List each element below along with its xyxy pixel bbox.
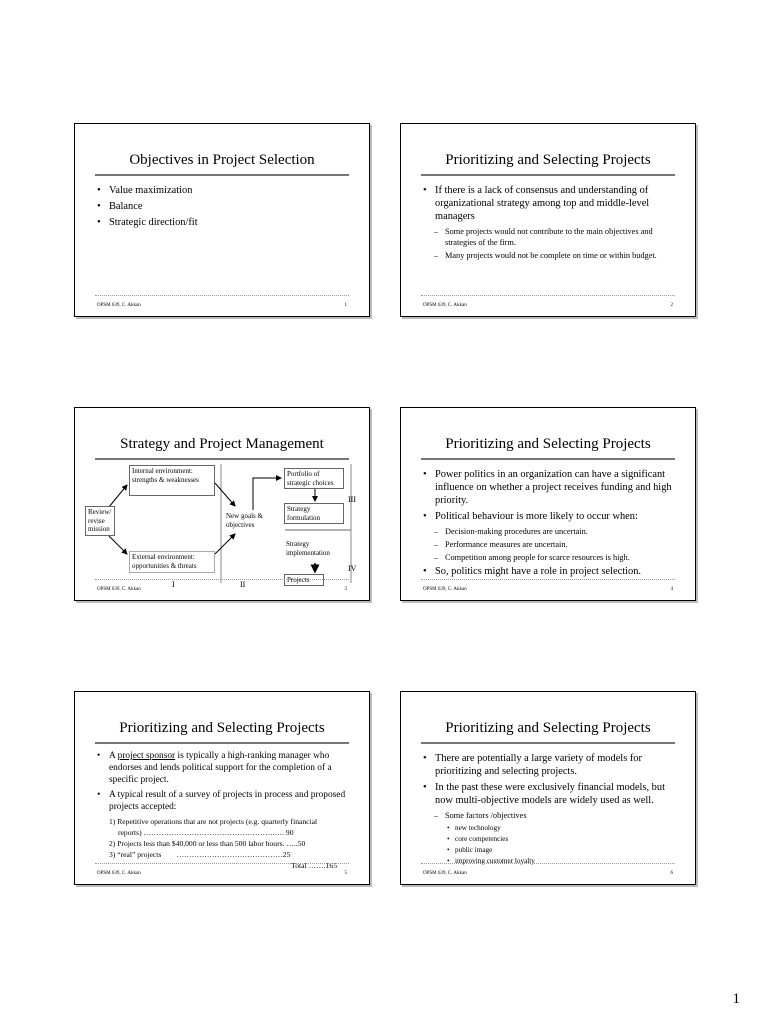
survey-line: 2) Projects less than $40,000 or less than 500 labor hours. …..50 — [109, 839, 306, 848]
survey-line: 3) “real” projects ……………………………………25 — [109, 850, 291, 859]
slide-number: 3 — [344, 587, 347, 592]
title-rule — [421, 742, 675, 744]
slide-number: 4 — [670, 587, 673, 592]
slide-footer: OPSM 639, C. Akkan — [423, 303, 467, 308]
phase-label: IV — [348, 564, 357, 573]
internal-environment-box: Internal environment: strengths & weaknesses — [129, 465, 215, 496]
factor-item: • core competencies — [423, 834, 677, 845]
sub-bullet-item: – Some factors /objectives — [423, 810, 677, 821]
slide-title: Prioritizing and Selecting Projects — [119, 720, 325, 736]
bullet-list — [97, 750, 351, 813]
bullet-list — [423, 752, 677, 867]
factor-item: • new technology — [423, 823, 677, 834]
slide-6 — [400, 691, 696, 885]
footer-rule — [421, 863, 675, 864]
footer-rule — [95, 295, 349, 296]
sub-bullet-item: – Many projects would not be complete on time or within budget. — [423, 250, 677, 261]
title-rule — [421, 174, 675, 176]
bullet-item: • A typical result of a survey of projects in process and proposed projects accepted: — [97, 789, 351, 813]
bullet-list — [423, 184, 677, 261]
slide-number: 6 — [670, 871, 673, 876]
survey-total: Total …….165 — [291, 861, 337, 870]
bullet-list — [423, 468, 677, 578]
footer-rule — [95, 863, 349, 864]
sub-bullet-item: – Competition among people for scarce resources is high. — [423, 552, 677, 563]
sub-bullet-item: – Some projects would not contribute to the main objectives and strategies of the firm. — [423, 226, 677, 248]
slide-number: 2 — [670, 303, 673, 308]
project-sponsor-term: project sponsor — [117, 751, 176, 761]
bullet-item: • Power politics in an organization can have a significant influence on whether a project receives funding and high priority. — [423, 468, 677, 507]
slide-title: Strategy and Project Management — [120, 436, 324, 452]
bullet-item: • In the past these were exclusively financial models, but now multi-objective models are widely used as well. — [423, 781, 677, 807]
phase-label: III — [348, 495, 356, 504]
bullet-item: • Value maximization — [97, 184, 351, 197]
bullet-item — [97, 750, 351, 786]
slide-footer: OPSM 639, C. Akkan — [97, 871, 141, 876]
external-environment-box: External environment: opportunities & threats — [129, 551, 215, 573]
slide-2 — [400, 123, 696, 317]
slide-footer: OPSM 639, C. Akkan — [423, 871, 467, 876]
slide-3 — [74, 407, 370, 601]
projects-box: Projects — [284, 574, 324, 586]
review-mission-box: Review/ revise mission — [85, 506, 115, 536]
phase-label: II — [240, 580, 246, 589]
title-rule — [95, 174, 349, 176]
bullet-item: • Balance — [97, 200, 351, 213]
slide-title: Prioritizing and Selecting Projects — [445, 152, 651, 168]
bullet-item: • Political behaviour is more likely to occur when: — [423, 510, 677, 523]
strategy-formulation-box: Strategy formulation — [284, 503, 344, 524]
page-number: 1 — [732, 991, 740, 1007]
footer-rule — [95, 579, 349, 580]
bullet-text: is typically a high-ranking manager who endorses and lends political support for the completion of a specific project. — [109, 751, 332, 785]
bullet-list — [97, 184, 351, 229]
title-rule — [95, 742, 349, 744]
bullet-text: A — [109, 751, 118, 761]
bullet-item: • Strategic direction/fit — [97, 216, 351, 229]
slide-title: Objectives in Project Selection — [129, 152, 315, 168]
sub-bullet-item: – Performance measures are uncertain. — [423, 539, 677, 550]
slide-title: Prioritizing and Selecting Projects — [445, 720, 651, 736]
sub-bullet-item: – Decision-making procedures are uncertain. — [423, 526, 677, 537]
footer-rule — [421, 295, 675, 296]
slide-1 — [74, 123, 370, 317]
slide-number: 1 — [344, 303, 347, 308]
slide-4 — [400, 407, 696, 601]
factor-item: • improving customer loyalty — [423, 856, 677, 867]
survey-line: 1) Repetitive operations that are not projects (e.g. quarterly financial — [109, 817, 318, 826]
footer-rule — [421, 579, 675, 580]
bullet-item: • So, politics might have a role in project selection. — [423, 565, 677, 578]
slide-5 — [74, 691, 370, 885]
strategy-implementation-box: Strategy implementation — [284, 539, 344, 563]
slide-footer: OPSM 639, C. Akkan — [97, 303, 141, 308]
bullet-item: • If there is a lack of consensus and understanding of organizational strategy among top and middle-level managers — [423, 184, 677, 223]
slide-number: 5 — [344, 871, 347, 876]
survey-line: reports) …………………………………………….…. 90 — [118, 828, 294, 837]
phase-label: I — [172, 580, 175, 589]
new-goals-box: New goals & objectives — [224, 511, 270, 531]
factor-item: • public image — [423, 845, 677, 856]
title-rule — [421, 458, 675, 460]
portfolio-box: Portfolio of strategic choices — [284, 468, 344, 489]
slide-footer: OPSM 639, C. Akkan — [97, 587, 141, 592]
slide-title: Prioritizing and Selecting Projects — [445, 436, 651, 452]
bullet-item: • There are potentially a large variety of models for prioritizing and selecting projects. — [423, 752, 677, 778]
slide-footer: OPSM 639, C. Akkan — [423, 587, 467, 592]
